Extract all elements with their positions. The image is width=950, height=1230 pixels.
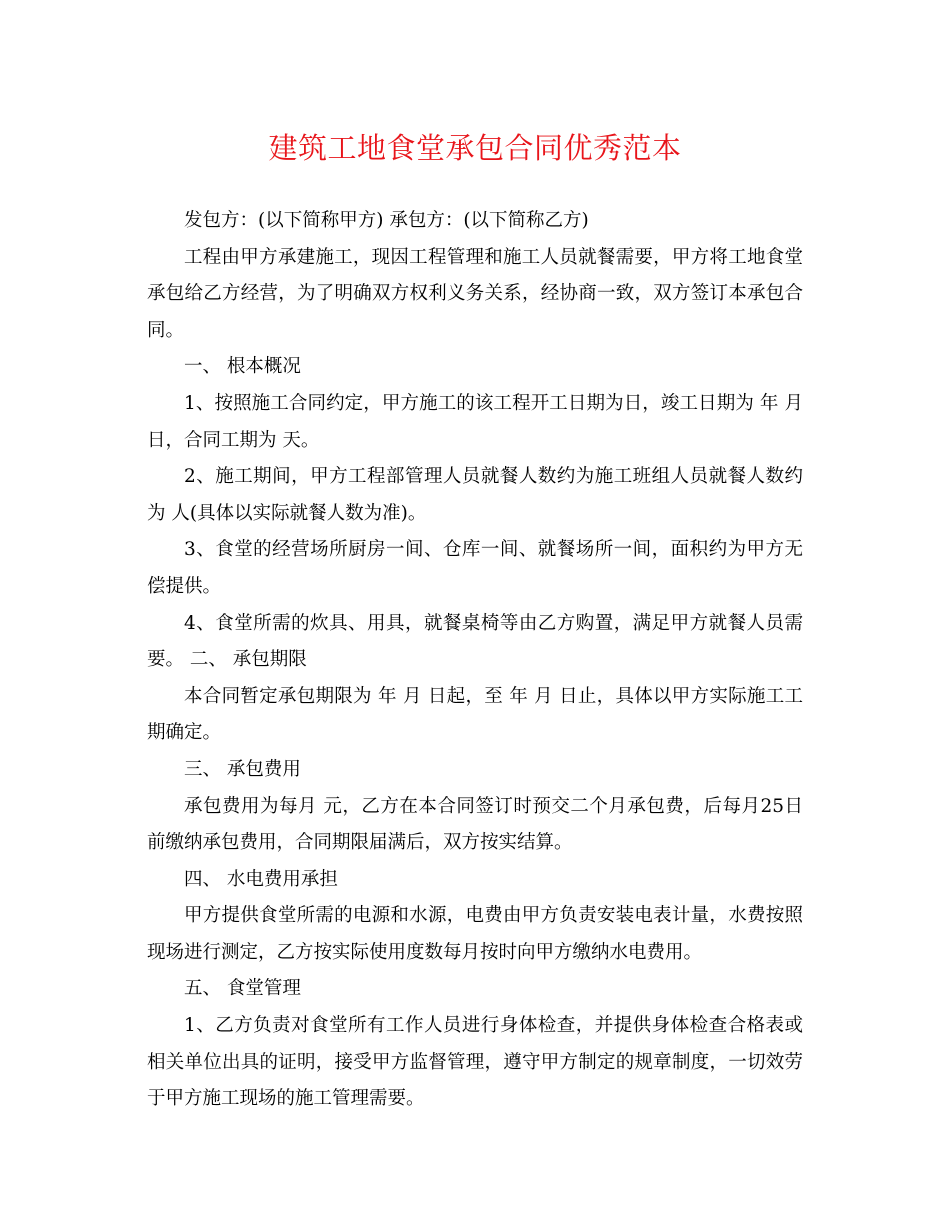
- document-title: 建筑工地食堂承包合同优秀范本: [268, 131, 682, 165]
- clause-1-1: 1、按照施工合同约定，甲方施工的该工程开工日期为日，竣工日期为 年 月日，合同工期为 天。: [147, 392, 803, 451]
- clause-1-4: 4、食堂所需的炊具、用具，就餐桌椅等由乙方购置，满足甲方就餐人员需要。 二、 承包期限: [147, 612, 803, 671]
- clause-1-3: 3、食堂的经营场所厨房一间、仓库一间、就餐场所一间，面积约为甲方无偿提供。: [147, 539, 803, 597]
- section-heading-overview: 一、 根本概况: [184, 356, 301, 378]
- section-heading-utilities: 四、 水电费用承担: [184, 868, 338, 890]
- section-heading-management: 五、 食堂管理: [184, 978, 301, 1000]
- document-body: [147, 203, 803, 1118]
- clause-5-1: 1、乙方负责对食堂所有工作人员进行身体检查，并提供身体检查合格表或相关单位出具的证明，接受甲方监督管理，遵守甲方制定的规章制度，一切效劳于甲方施工现场的施工管理需要。: [147, 1015, 803, 1110]
- clause-term: 本合同暂定承包期限为 年 月 日起，至 年 月 日止，具体以甲方实际施工工期确定。: [147, 685, 803, 744]
- intro-paragraph: 工程由甲方承建施工，现因工程管理和施工人员就餐需要，甲方将工地食堂承包给乙方经营，为了明确双方权利义务关系，经协商一致，双方签订本承包合同。: [147, 246, 803, 341]
- section-heading-fees: 三、 承包费用: [184, 758, 301, 780]
- parties-line: 发包方：(以下简称甲方) 承包方：(以下简称乙方): [184, 210, 589, 231]
- clause-1-2: 2、施工期间，甲方工程部管理人员就餐人数约为施工班组人员就餐人数约为 人(具体以实际就餐人数为准)。: [147, 466, 803, 524]
- clause-fees: 承包费用为每月 元，乙方在本合同签订时预交二个月承包费，后每月25日前缴纳承包费用，合同期限届满后，双方按实结算。: [147, 795, 803, 854]
- clause-utilities: 甲方提供食堂所需的电源和水源，电费由甲方负责安装电表计量，水费按照现场进行测定，乙方按实际使用度数每月按时向甲方缴纳水电费用。: [147, 905, 803, 963]
